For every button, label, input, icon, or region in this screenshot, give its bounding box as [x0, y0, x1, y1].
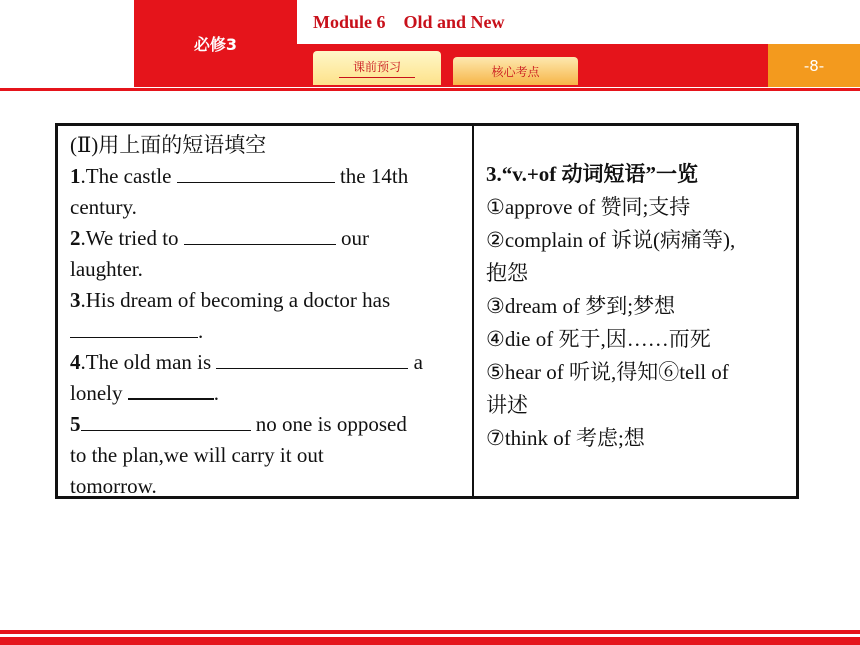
question-text: no one is opposed: [250, 412, 407, 436]
tab-core-points[interactable]: [453, 57, 578, 85]
question-number: 3: [70, 288, 81, 312]
question-3-cont: [70, 316, 464, 347]
question-text: our: [335, 226, 370, 250]
phrase-line: ④die of 死于,因……而死: [486, 327, 711, 351]
phrase-line: 讲述: [486, 393, 528, 417]
question-2-cont: laughter.: [70, 257, 143, 281]
module-title: Module 6 Old and New: [313, 12, 505, 32]
content-table: [55, 123, 799, 499]
phrase-line: ②complain of 诉说(病痛等),: [486, 228, 736, 252]
question-5: [70, 409, 464, 440]
question-number: 2: [70, 226, 81, 250]
exercise-heading: (Ⅱ)用上面的短语填空: [70, 133, 267, 157]
phrase-line: 抱怨: [486, 261, 528, 285]
question-5-end: tomorrow.: [70, 474, 157, 498]
tab-preview[interactable]: [313, 51, 441, 85]
question-text: .: [198, 319, 204, 343]
question-1-cont: century.: [70, 195, 137, 219]
book-label: 必修3: [134, 0, 297, 87]
question-3: [70, 285, 464, 316]
answer-blank[interactable]: [128, 380, 214, 400]
question-1: [70, 161, 464, 192]
phrase-line: ①approve of 赞同;支持: [486, 195, 691, 219]
phrase-heading: 3.“v.+of 动词短语”一览: [486, 162, 699, 186]
phrase-line: ⑦think of 考虑;想: [486, 426, 645, 450]
exercise-column: [58, 126, 474, 496]
footer-divider: [0, 630, 860, 634]
question-text: .The old man is: [80, 350, 217, 374]
question-number: 4: [70, 350, 81, 374]
question-text: .His dream of becoming a doctor has: [80, 288, 391, 312]
phrase-line: ⑤hear of 听说,得知⑥tell of: [486, 360, 729, 384]
question-5-cont: to the plan,we will carry it out: [70, 443, 324, 467]
question-text: .: [213, 381, 219, 405]
question-text: .We tried to: [80, 226, 184, 250]
question-number: 5: [70, 412, 81, 436]
phrase-line: ③dream of 梦到;梦想: [486, 294, 676, 318]
answer-blank[interactable]: [184, 226, 336, 245]
answer-blank[interactable]: [216, 350, 408, 369]
answer-blank[interactable]: [70, 319, 198, 338]
question-4: [70, 347, 464, 378]
footer-bar: [0, 637, 860, 645]
question-text: lonely: [70, 381, 128, 405]
question-text: the 14th: [334, 164, 409, 188]
answer-blank[interactable]: [81, 412, 251, 431]
question-4-cont: [70, 378, 464, 409]
tab-core-points-label: 核心考点: [491, 64, 540, 79]
question-text: .The castle: [80, 164, 177, 188]
question-number: 1: [70, 164, 81, 188]
answer-blank[interactable]: [177, 164, 335, 183]
header-divider: [0, 88, 860, 91]
question-2: [70, 223, 464, 254]
page-number: -8-: [768, 44, 860, 87]
tab-preview-label: 课前预习: [339, 58, 415, 78]
phrase-column: [474, 126, 796, 496]
question-text: a: [408, 350, 423, 374]
